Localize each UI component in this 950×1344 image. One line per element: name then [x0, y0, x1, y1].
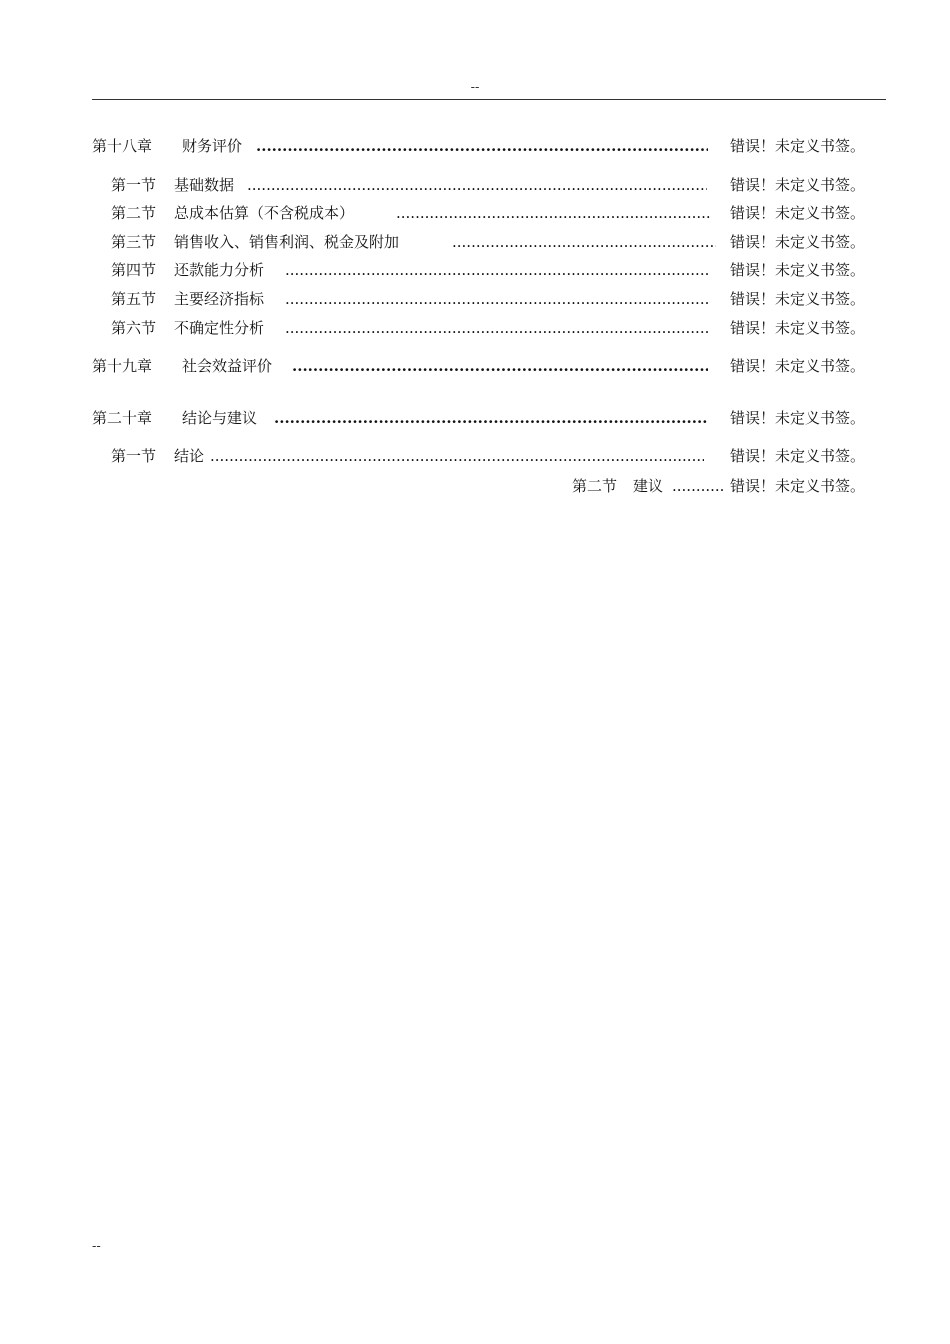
toc-page-ref: 错误！未定义书签。: [729, 261, 865, 279]
toc-entry-section[interactable]: [92, 445, 865, 467]
toc-page-ref: 错误！未定义书签。: [729, 319, 865, 337]
toc-page-ref: 错误！未定义书签。: [729, 176, 865, 194]
toc-leader: [285, 259, 709, 281]
toc-entry-chapter-18[interactable]: [92, 135, 865, 157]
toc-page-ref: 错误！未定义书签。: [729, 357, 865, 375]
toc-leader: [285, 288, 709, 310]
toc-leader: [274, 407, 708, 429]
toc-number: 第五节: [111, 290, 157, 308]
page-header-mark: --: [470, 80, 480, 95]
toc-leader: [256, 135, 708, 157]
toc-leader: [672, 475, 724, 497]
toc-leader: [285, 317, 709, 339]
toc-page-ref: 错误！未定义书签。: [729, 290, 865, 308]
page-footer-mark: --: [92, 1239, 101, 1254]
toc-title: 财务评价: [182, 137, 243, 155]
toc-title: 总成本估算（不含税成本）: [174, 204, 355, 222]
toc-number: 第一节: [111, 176, 157, 194]
toc-entry-section[interactable]: [92, 174, 865, 196]
toc-title: 不确定性分析: [174, 319, 265, 337]
toc-number: 第一节: [111, 447, 157, 465]
toc-entry-section[interactable]: [92, 231, 865, 253]
toc-title: 还款能力分析: [174, 261, 265, 279]
toc-leader: [247, 174, 707, 196]
toc-number: 第二节: [111, 204, 157, 222]
toc-title: 结论: [174, 447, 205, 465]
toc-page-ref: 错误！未定义书签。: [729, 409, 865, 427]
toc-number: 第三节: [111, 233, 157, 251]
toc-entry-section[interactable]: [92, 317, 865, 339]
toc-entry-section[interactable]: [92, 475, 865, 497]
toc-leader: [210, 445, 704, 467]
toc-page-ref: 错误！未定义书签。: [729, 233, 865, 251]
toc-number: 第六节: [111, 319, 157, 337]
toc-number: 第二节: [572, 477, 618, 495]
toc-page-ref: 错误！未定义书签。: [729, 204, 865, 222]
toc-leader: [292, 355, 708, 377]
toc-number: 第二十章: [92, 409, 153, 427]
toc-number: 第十八章: [92, 137, 153, 155]
toc-page-ref: 错误！未定义书签。: [729, 447, 865, 465]
toc-entry-section[interactable]: [92, 202, 865, 224]
toc-title: 主要经济指标: [174, 290, 265, 308]
header-rule: [92, 99, 886, 100]
toc-entry-section[interactable]: [92, 259, 865, 281]
toc-entry-chapter-19[interactable]: [92, 355, 865, 377]
toc-leader: [452, 231, 716, 253]
toc-page-ref: 错误！未定义书签。: [729, 137, 865, 155]
toc-page-ref: 错误！未定义书签。: [729, 477, 865, 495]
toc-leader: [396, 202, 712, 224]
toc-title: 销售收入、销售利润、税金及附加: [174, 233, 400, 251]
toc-title: 社会效益评价: [182, 357, 273, 375]
toc-number: 第十九章: [92, 357, 153, 375]
toc-entry-section[interactable]: [92, 288, 865, 310]
toc-title: 建议: [633, 477, 664, 495]
toc-number: 第四节: [111, 261, 157, 279]
toc-entry-chapter-20[interactable]: [92, 407, 865, 429]
toc-title: 基础数据: [174, 176, 235, 194]
toc-title: 结论与建议: [182, 409, 258, 427]
